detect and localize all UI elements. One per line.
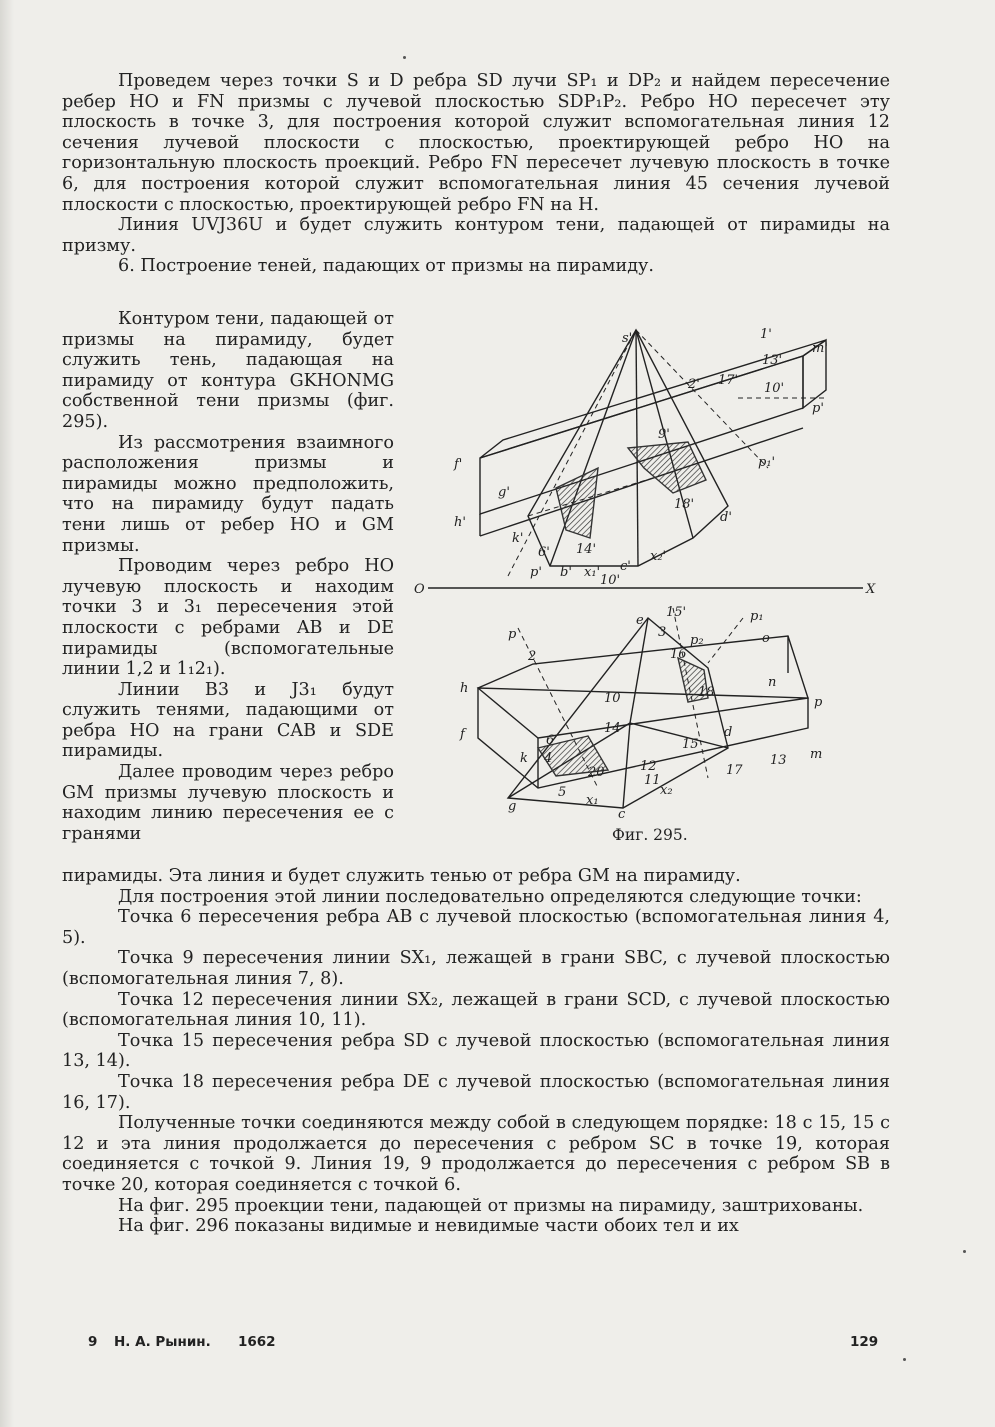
- label: 11: [644, 773, 661, 788]
- page-edge: [0, 0, 14, 1427]
- paragraph: Точка 6 пересечения ребра AB с лучевой плоскостью (вспомогательная линия 4, 5).: [62, 907, 890, 948]
- label: 20: [588, 765, 605, 780]
- label: 18: [698, 685, 715, 700]
- label: x₁: [586, 793, 599, 808]
- label: 14: [604, 721, 621, 736]
- label: p₁': [758, 455, 776, 470]
- page-number: 129: [850, 1334, 879, 1350]
- label: h': [454, 515, 466, 530]
- paragraph: Контуром тени, падающей от призмы на пирамиду, будет служить тень, падающая на пирамиду от контура GKHONMG собственной тени призмы (фиг. 295).: [62, 309, 394, 432]
- label: d: [724, 725, 733, 740]
- label: 13: [770, 753, 787, 768]
- speck: [963, 1250, 966, 1253]
- label: 16: [670, 647, 687, 662]
- speck: [403, 56, 406, 59]
- label: 10': [600, 573, 621, 588]
- label: 2': [688, 377, 700, 392]
- label: k: [520, 751, 528, 766]
- paragraph: Линия UVJ36U и будет служить контуром тени, падающей от пирамиды на призму.: [62, 215, 890, 256]
- lower-projection: [478, 608, 808, 808]
- prism-front-face: [480, 356, 803, 514]
- paragraph: Полученные точки соединяются между собой в следующем порядке: 18 с 15, 15 с 12 и эта линия продолжается до пересечения с ребром SC в точке 19, которая соединяется с точкой 9. Линия 19, 9 продолжается до пересечения с ребром SB в точке 20, которая соединяется с точкой 6.: [62, 1113, 890, 1195]
- label: 12: [640, 759, 657, 774]
- axis-label-o: O: [414, 582, 425, 597]
- shadow-hatch: [556, 468, 598, 538]
- label: 9': [658, 427, 670, 442]
- footer-signature: 9: [88, 1334, 98, 1350]
- paragraph: Линии B3 и J3₁ будут служить тенями, падающими от ребра HO на грани CAB и SDE пирамиды.: [62, 679, 394, 762]
- label: m: [810, 747, 823, 762]
- label: d': [720, 510, 732, 525]
- label: f': [454, 457, 463, 472]
- paragraph: Точка 18 пересечения ребра DE с лучевой плоскостью (вспомогательная линия 16, 17).: [62, 1071, 890, 1113]
- paragraph: пирамиды. Эта линия и будет служить тенью от ребра GM на пирамиду.: [62, 866, 741, 886]
- footer-author: Н. А. Рынин.: [114, 1334, 211, 1350]
- wrapped-text-column: [62, 309, 394, 844]
- label: f: [460, 727, 465, 742]
- paragraph: Точка 9 пересечения линии SX₁, лежащей в грани SBC, с лучевой плоскостью (вспомогательная линия 7, 8).: [62, 948, 890, 989]
- section-heading: 6. Построение теней, падающих от призмы на пирамиду.: [118, 256, 654, 277]
- paragraph: Для построения этой линии последовательно определяются следующие точки:: [118, 886, 862, 907]
- label: x₁': [584, 565, 601, 580]
- bottom-text-block: [62, 866, 890, 1237]
- label: m': [812, 341, 828, 356]
- label: x₂': [650, 549, 667, 564]
- label: 3: [658, 625, 667, 640]
- label: 13': [762, 353, 783, 368]
- label: 15': [666, 605, 687, 620]
- label: 15: [682, 737, 699, 752]
- label: 14': [576, 542, 597, 557]
- label: p': [530, 565, 542, 580]
- label: 1': [760, 327, 772, 342]
- label: p': [812, 401, 824, 416]
- label: h: [460, 681, 469, 696]
- label: e: [636, 613, 644, 628]
- paragraph: Проводим через ребро HO лучевую плоскость и находим точки 3 и 3₁ пересечения этой плоскости с ребрами AB и DE пирамиды (вспомогательные линии 1,2 и 1₁2₁).: [62, 556, 394, 680]
- paragraph: Из рассмотрения взаимного расположения призмы и пирамиды можно предположить, что на пирамиду будут падать тени лишь от ребер HO и GM призмы.: [62, 432, 394, 556]
- figure-caption: Фиг. 295.: [612, 826, 688, 844]
- paragraph: Далее проводим через ребро GM призмы лучевую плоскость и находим линию пересечения ее с гранями: [62, 762, 394, 844]
- top-text-block: [62, 71, 890, 277]
- label: 10': [764, 381, 785, 396]
- paragraph: Точка 12 пересечения линии SX₂, лежащей в грани SCD, с лучевой плоскостью (вспомогательная линия 10, 11).: [62, 989, 890, 1031]
- footer-code: 1662: [238, 1334, 276, 1350]
- label: 6': [538, 545, 550, 560]
- axis-label-x: X: [866, 582, 876, 597]
- label: p₂: [690, 633, 704, 648]
- label: b': [560, 565, 572, 580]
- label: 17: [726, 763, 743, 778]
- label: p: [508, 627, 517, 642]
- label: c: [618, 807, 626, 822]
- figure-295: [408, 318, 883, 858]
- shadow-hatch: [628, 442, 706, 493]
- label: g: [508, 799, 517, 814]
- label: o: [762, 631, 770, 646]
- projection-drawing: [408, 318, 883, 858]
- paragraph: Точка 15 пересечения ребра SD с лучевой плоскостью (вспомогательная линия 13, 14).: [62, 1030, 890, 1072]
- label: 2: [528, 649, 537, 664]
- paragraph: Проведем через точки S и D ребра SD лучи SP₁ и DP₂ и найдем пересечение ребер HO и FN призмы с лучевой плоскостью SDP₁P₂. Ребро HO пересечет эту плоскость в точке 3, для построения которой служит вспомогательная линия 12 сечения лучевой плоскости с плоскостью, проектирующей ребро HO на горизонтальную плоскость проекций. Ребро FN пересечет лучевую плоскость в точке 6, для построения которой служит вспомогательная линия 45 сечения лучевой плоскости с плоскостью, проектирующей ребро FN на H.: [62, 71, 890, 215]
- label: p₁: [750, 609, 764, 624]
- label: 6: [546, 733, 555, 748]
- label: n: [768, 675, 777, 690]
- label: s': [622, 331, 633, 346]
- label: 10: [604, 691, 621, 706]
- speck: [903, 1358, 906, 1361]
- paragraph: На фиг. 295 проекции тени, падающей от призмы на пирамиду, заштрихованы.: [118, 1195, 864, 1216]
- label: 17': [718, 373, 739, 388]
- label: x₂: [660, 783, 673, 798]
- label: g': [498, 485, 510, 500]
- label: 18': [674, 497, 695, 512]
- label: 4: [544, 751, 553, 766]
- label: k': [512, 531, 524, 546]
- paragraph: На фиг. 296 показаны видимые и невидимые части обоих тел и их: [118, 1216, 739, 1237]
- label: p: [814, 695, 823, 710]
- label: c': [620, 559, 631, 574]
- label: 5: [558, 785, 567, 800]
